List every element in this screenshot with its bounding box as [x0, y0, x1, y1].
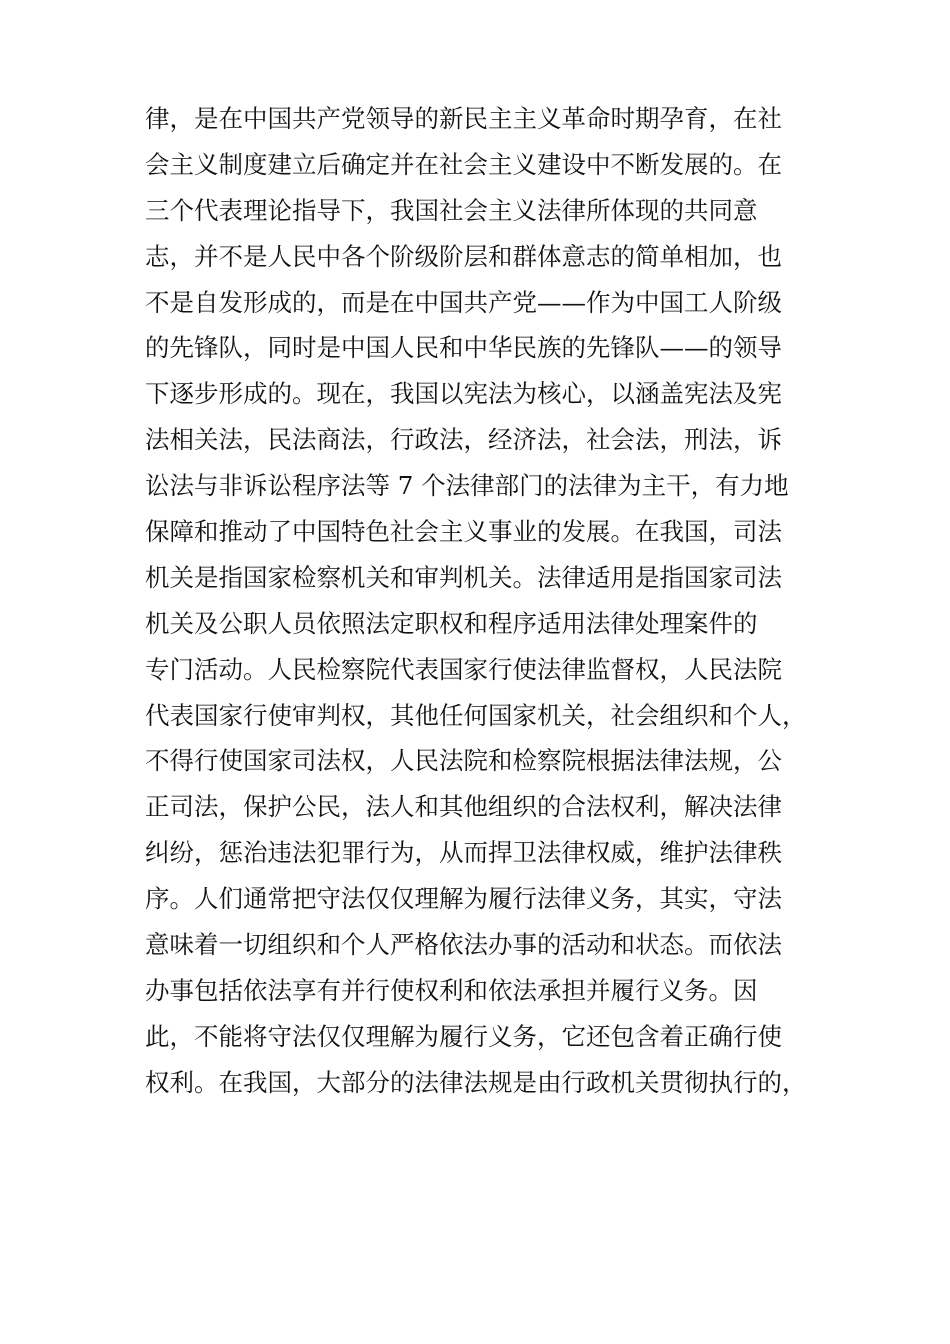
text-line-19: 意味着一切组织和个人严格依法办事的活动和状态。而依法	[145, 930, 782, 960]
text-line-3: 三个代表理论指导下，我国社会主义法律所体现的共同意	[145, 195, 758, 225]
text-line-20: 办事包括依法享有并行使权利和依法承担并履行义务。因	[145, 975, 758, 1005]
text-line-12: 机关及公职人员依照法定职权和程序适用法律处理案件的	[145, 608, 758, 638]
text-line-22: 权利。在我国，大部分的法律法规是由行政机关贯彻执行的，	[145, 1067, 807, 1097]
text-line-9: 讼法与非诉讼程序法等 7 个法律部门的法律为主干，有力地	[145, 471, 789, 501]
text-line-16: 正司法，保护公民，法人和其他组织的合法权利，解决法律	[145, 792, 782, 822]
text-line-1: 律，是在中国共产党领导的新民主主义革命时期孕育，在社	[145, 104, 782, 133]
text-line-14: 代表国家行使审判权，其他任何国家机关，社会组织和个人，	[145, 700, 807, 730]
text-line-7: 下逐步形成的。现在，我国以宪法为核心，以涵盖宪法及宪	[145, 379, 782, 409]
text-line-21: 此，不能将守法仅仅理解为履行义务，它还包含着正确行使	[145, 1021, 782, 1051]
text-line-15: 不得行使国家司法权，人民法院和检察院根据法律法规，公	[145, 746, 782, 776]
text-line-17: 纠纷，惩治违法犯罪行为，从而捍卫法律权威，维护法律秩	[145, 838, 782, 868]
text-line-18: 序。人们通常把守法仅仅理解为履行法律义务，其实，守法	[145, 884, 782, 914]
body-paragraph	[145, 96, 815, 1106]
text-line-13: 专门活动。人民检察院代表国家行使法律监督权，人民法院	[145, 654, 782, 684]
text-line-8: 法相关法，民法商法，行政法，经济法，社会法，刑法，诉	[145, 425, 782, 455]
text-line-5: 不是自发形成的，而是在中国共产党——作为中国工人阶级	[145, 287, 782, 317]
text-line-6: 的先锋队，同时是中国人民和中华民族的先锋队——的领导	[145, 333, 782, 363]
text-line-11: 机关是指国家检察机关和审判机关。法律适用是指国家司法	[145, 562, 782, 592]
text-line-10: 保障和推动了中国特色社会主义事业的发展。在我国，司法	[145, 517, 782, 547]
text-line-4: 志，并不是人民中各个阶级阶层和群体意志的简单相加，也	[145, 241, 782, 271]
text-line-2: 会主义制度建立后确定并在社会主义建设中不断发展的。在	[145, 149, 782, 179]
